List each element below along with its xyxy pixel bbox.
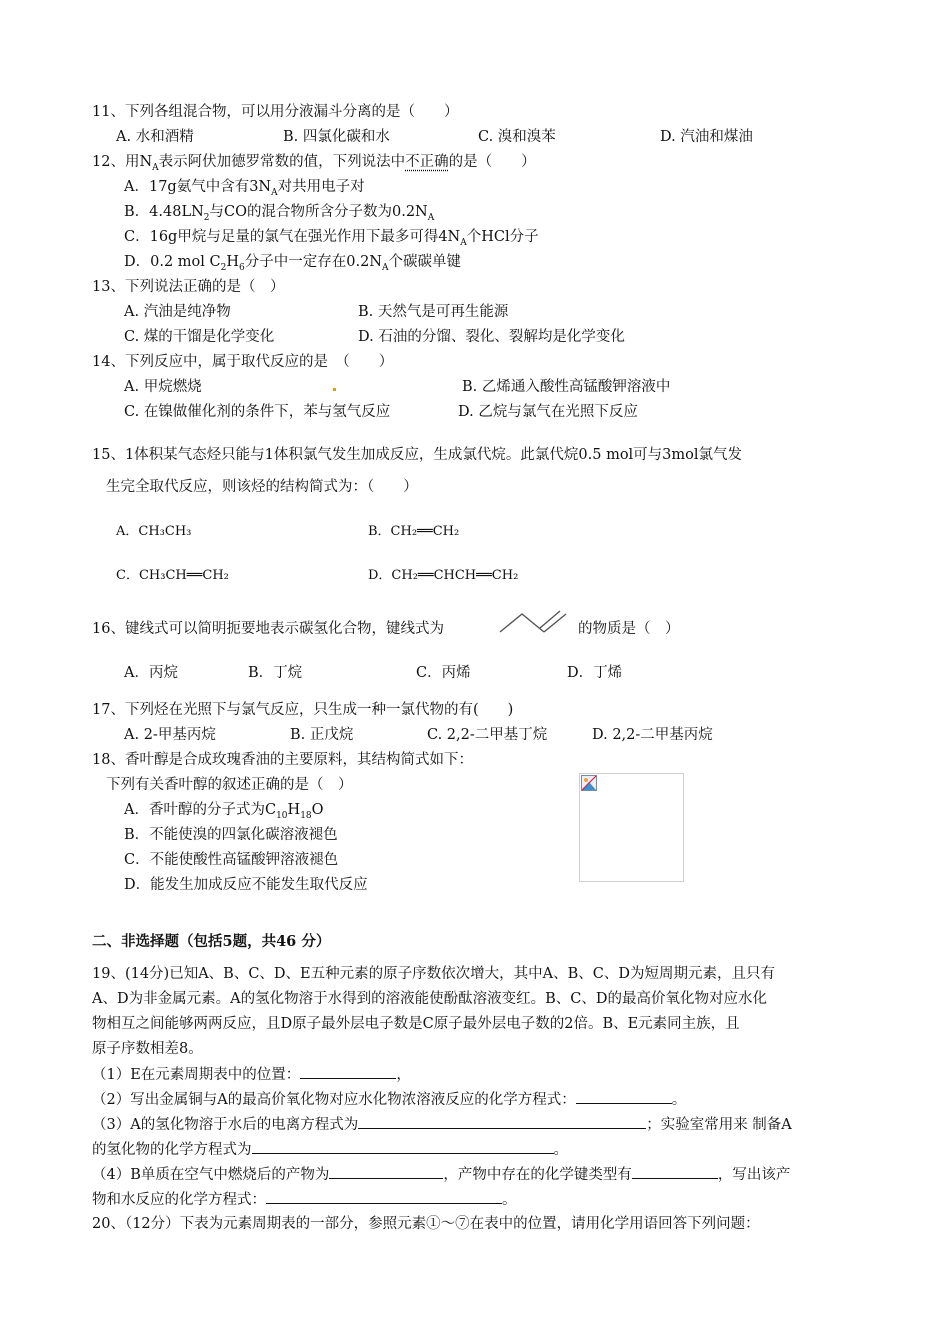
q16-option-b: B．丁烷 — [248, 665, 303, 681]
q19-sub4-end: ，写出该产 — [717, 1167, 791, 1183]
q12-option-a — [124, 177, 365, 203]
q19-sub3b — [92, 1139, 568, 1160]
q11-option-a: A. 水和酒精 — [116, 129, 194, 145]
q16-option-c: C．丙烯 — [416, 665, 471, 681]
q16-stem-pre: 16、键线式可以简明扼要地表示碳氢化合物，键线式为 — [92, 621, 444, 637]
q12-d-mid2: 分子中一定存在0.2N — [244, 254, 382, 270]
q12-d-mid: H — [226, 254, 240, 270]
q12-option-b — [124, 202, 434, 228]
q12-b-pre: B．4.48LN — [124, 204, 204, 220]
q18-option-d: D．能发生加成反应不能发生取代反应 — [124, 877, 368, 893]
q12-option-d — [124, 252, 461, 278]
q16-stem-post: 的物质是（ ） — [578, 621, 680, 637]
q18-stem-line2: 下列有关香叶醇的叙述正确的是（ ） — [106, 777, 353, 793]
q12-d-sub3: A — [382, 262, 389, 273]
q19-sub4-blank2[interactable] — [632, 1164, 718, 1179]
q19-sub4-blank1[interactable] — [329, 1164, 443, 1179]
q12-d-pre: D．0.2 mol C — [124, 254, 221, 270]
q17-option-c: C. 2,2-二甲基丁烷 — [427, 727, 548, 743]
q19-sub2-blank[interactable] — [576, 1089, 672, 1104]
q18-a-sub2: 18 — [300, 810, 312, 821]
q15-option-a: A．CH₃CH₃ — [116, 524, 192, 539]
q13-stem: 13、下列说法正确的是（ ） — [92, 279, 285, 295]
q13-option-c: C. 煤的干馏是化学变化 — [124, 329, 275, 345]
q19-sub3b-text: 的氢化物的化学方程式为 — [92, 1142, 252, 1158]
q12-c-pre: C．16g甲烷与足量的氯气在强光作用下最多可得4N — [124, 229, 461, 245]
broken-image-icon — [581, 775, 597, 791]
q12-stem-pre: 12、用N — [92, 154, 153, 170]
q15-option-c: C．CH₃CH══CH₂ — [116, 568, 229, 583]
q17-option-a: A. 2-甲基丙烷 — [124, 727, 216, 743]
section2-title: 二、非选择题（包括5题，共46 分） — [92, 933, 331, 950]
q19-para-line4: 原子序数相差8。 — [92, 1041, 203, 1057]
q18-stem-line1: 18、香叶醇是合成玫瑰香油的主要原料，其结构简式如下： — [92, 752, 473, 768]
q11-option-c: C. 溴和溴苯 — [478, 129, 556, 145]
q19-sub4b-end: 。 — [502, 1192, 517, 1208]
q12-b-sub2: A — [427, 212, 435, 223]
q19-sub3b-blank[interactable] — [252, 1139, 554, 1154]
q19-sub4b — [92, 1189, 517, 1210]
q19-sub4b-text: 物和水反应的化学方程式： — [92, 1192, 266, 1208]
q12-d-post: 个碳碳单键 — [388, 254, 461, 270]
q19-para-line1: 19、(14分)已知A、B、C、D、E五种元素的原子序数依次增大，其中A、B、C、D为短周期元素，且只有 — [92, 966, 775, 982]
q18-option-c: C．不能使酸性高锰酸钾溶液褪色 — [124, 852, 339, 868]
q19-sub4b-blank[interactable] — [266, 1189, 502, 1204]
q19-sub3-text: （3）A的氢化物溶于水后的电离方程式为 — [92, 1117, 359, 1133]
q19-sub1 — [92, 1064, 411, 1085]
q19-sub1-end: ， — [396, 1067, 411, 1083]
q19-sub3-mid: ；实验室常用来 制备A — [646, 1117, 792, 1133]
q19-sub3 — [92, 1114, 792, 1135]
q12-stem-mid: 表示阿伏加德罗常数的值，下列说法中 — [158, 154, 406, 170]
q11-option-d: D. 汽油和煤油 — [660, 129, 753, 145]
q14-option-d: D. 乙烷与氯气在光照下反应 — [458, 404, 638, 420]
q18-option-b: B．不能使溴的四氯化碳溶液褪色 — [124, 827, 338, 843]
q19-sub3b-end: 。 — [553, 1142, 568, 1158]
q18-option-a — [124, 800, 324, 826]
q14-option-c: C. 在镍做催化剂的条件下，苯与氢气反应 — [124, 404, 391, 420]
q13-option-d: D. 石油的分馏、裂化、裂解均是化学变化 — [358, 329, 625, 345]
q17-option-d: D. 2,2-二甲基丙烷 — [592, 727, 713, 743]
q19-para-line3: 物相互之间能够两两反应，且D原子最外层电子数是C原子最外层电子数的2倍。B、E元素同主族，且 — [92, 1016, 740, 1032]
q19-sub2 — [92, 1089, 686, 1110]
q12-stem-sub: A — [152, 162, 159, 173]
skeletal-double-bond-2 — [540, 611, 560, 628]
stray-dot — [333, 388, 336, 391]
q17-stem: 17、下列烃在光照下与氯气反应，只生成一种一氯代物的有( ) — [92, 702, 514, 718]
q18-a-sub1: 10 — [276, 810, 288, 821]
q12-c-post: 个HCl分子 — [466, 229, 539, 245]
q15-option-b: B．CH₂══CH₂ — [368, 524, 460, 539]
q12-stem — [92, 152, 536, 178]
q15-option-d: D．CH₂══CHCH══CH₂ — [368, 568, 519, 583]
q19-sub4-mid: ，产物中存在的化学键类型有 — [443, 1167, 632, 1183]
q12-d-sub1: 2 — [220, 262, 227, 273]
q12-d-sub2: 6 — [239, 262, 245, 273]
q18-a-mid: H — [287, 802, 301, 818]
q11-option-b: B. 四氯化碳和水 — [283, 129, 390, 145]
q15-stem-line1: 15、1体积某气态烃只能与1体积氯气发生加成反应，生成氯代烷。此氯代烷0.5 mol可与3mol氯气发 — [92, 447, 743, 463]
q12-stem-post: 的是（ ） — [448, 154, 536, 170]
q12-b-sub1: 2 — [203, 212, 210, 223]
q14-option-a: A. 甲烷燃烧 — [124, 379, 202, 395]
q12-a-sub: A — [271, 187, 278, 198]
q16-option-d: D．丁烯 — [567, 665, 623, 681]
q12-a-post: 对共用电子对 — [277, 179, 365, 195]
q12-stem-emphasis: 不正确 — [405, 154, 449, 170]
q19-sub2-end: 。 — [671, 1092, 687, 1108]
q11-stem: 11、下列各组混合物，可以用分液漏斗分离的是（ ） — [92, 104, 459, 120]
q19-para-line2: A、D为非金属元素。A的氢化物溶于水得到的溶液能使酚酞溶液变红。B、C、D的最高价氧化物对应水化 — [92, 991, 767, 1007]
q14-option-b: B. 乙烯通入酸性高锰酸钾溶液中 — [462, 379, 671, 395]
skeletal-single-bonds — [500, 614, 544, 632]
q20-stem: 20、（12分）下表为元素周期表的一部分，参照元素①～⑦在表中的位置，请用化学用语回答下列问题： — [92, 1216, 760, 1232]
broken-image-placeholder — [579, 773, 684, 882]
skeletal-double-bond-1 — [544, 614, 566, 632]
q19-sub4-text: （4）B单质在空气中燃烧后的产物为 — [92, 1167, 330, 1183]
skeletal-formula-butene — [496, 606, 570, 638]
q19-sub2-text: （2）写出金属铜与A的最高价氧化物对应水化物浓溶液反应的化学方程式： — [92, 1092, 576, 1108]
q17-option-b: B. 正戊烷 — [290, 727, 354, 743]
q13-option-b: B. 天然气是可再生能源 — [358, 304, 509, 320]
q19-sub3-blank[interactable] — [358, 1114, 646, 1129]
q19-sub1-blank[interactable] — [300, 1064, 396, 1079]
q13-option-a: A. 汽油是纯净物 — [124, 304, 231, 320]
q12-b-mid: 与CO的混合物所含分子数为0.2N — [209, 204, 428, 220]
q12-c-sub: A — [460, 237, 467, 248]
q16-option-a: A．丙烷 — [124, 665, 178, 681]
q15-stem-line2: 生完全取代反应，则该烃的结构简式为：（ ） — [106, 479, 418, 495]
q19-sub4 — [92, 1164, 790, 1185]
q18-a-pre: A．香叶醇的分子式为C — [124, 802, 277, 818]
q12-a-text: A．17g氨气中含有3N — [124, 179, 272, 195]
q18-a-post: O — [311, 802, 324, 818]
q14-stem: 14、下列反应中，属于取代反应的是 （ ） — [92, 354, 394, 370]
q12-option-c — [124, 227, 539, 253]
q19-sub1-text: （1）E在元素周期表中的位置： — [92, 1067, 301, 1083]
